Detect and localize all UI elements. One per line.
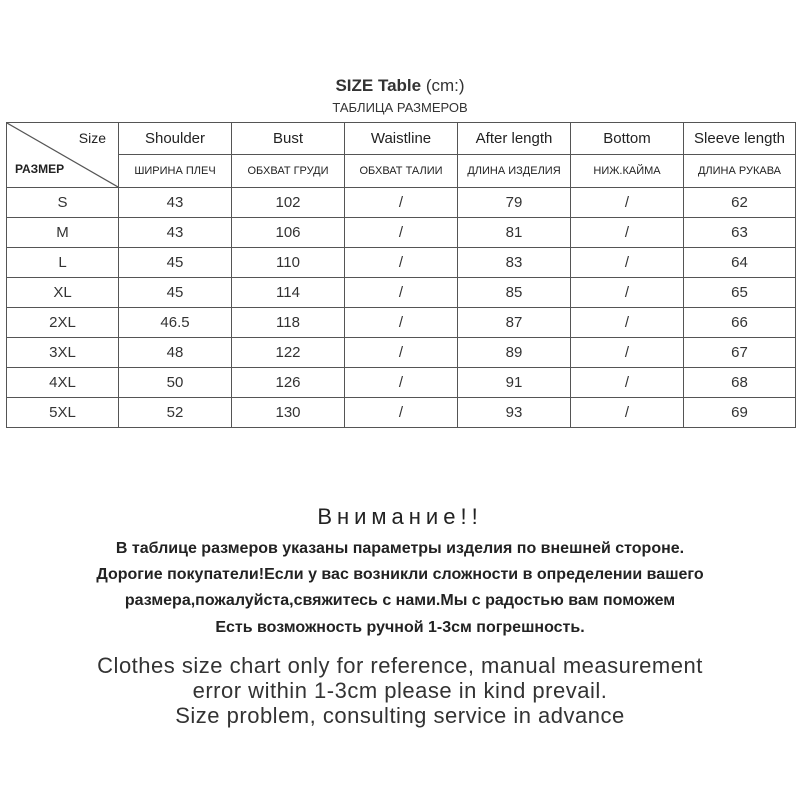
header-waistline: Waistline — [345, 123, 458, 155]
header-shoulder: Shoulder — [119, 123, 232, 155]
bust-cell: 110 — [232, 248, 345, 278]
waistline-cell: / — [345, 188, 458, 218]
notice-ru-line: размера,пожалуйста,свяжитесь с нами.Мы с радостью вам поможем — [124, 592, 676, 609]
notice-heading: Внимание!! — [317, 504, 483, 529]
table-row — [7, 368, 796, 398]
size-cell: S — [7, 188, 119, 218]
shoulder-cell: 48 — [119, 338, 232, 368]
corner-size-label-ru: РАЗМЕР — [15, 162, 65, 176]
bottom-cell: / — [571, 188, 684, 218]
waistline-cell: / — [345, 278, 458, 308]
table-row — [7, 248, 796, 278]
after-length-cell: 87 — [458, 308, 571, 338]
notice-ru-line: Есть возможность ручной 1-3см погрешность. — [215, 619, 585, 636]
notice-en-line: Clothes size chart only for reference, manual measurement — [97, 653, 703, 678]
bottom-cell: / — [571, 338, 684, 368]
notice-en-line: error within 1-3cm please in kind prevail. — [192, 678, 608, 703]
size-cell: 4XL — [7, 368, 119, 398]
bust-cell: 126 — [232, 368, 345, 398]
sleeve-length-cell: 69 — [684, 398, 796, 428]
header-ru-waistline: ОБХВАТ ТАЛИИ — [345, 155, 458, 188]
shoulder-cell: 50 — [119, 368, 232, 398]
table-row — [7, 308, 796, 338]
sleeve-length-cell: 62 — [684, 188, 796, 218]
waistline-cell: / — [345, 308, 458, 338]
waistline-cell: / — [345, 368, 458, 398]
after-length-cell: 83 — [458, 248, 571, 278]
bottom-cell: / — [571, 248, 684, 278]
bust-cell: 122 — [232, 338, 345, 368]
sleeve-length-cell: 64 — [684, 248, 796, 278]
waistline-cell: / — [345, 398, 458, 428]
bottom-cell: / — [571, 398, 684, 428]
bust-cell: 102 — [232, 188, 345, 218]
header-after-length: After length — [458, 123, 571, 155]
corner-size-label: Size — [78, 130, 106, 146]
table-title: SIZE Table (cm:) — [335, 76, 465, 95]
shoulder-cell: 43 — [119, 218, 232, 248]
header-bust: Bust — [232, 123, 345, 155]
size-cell: L — [7, 248, 119, 278]
size-cell: 3XL — [7, 338, 119, 368]
sleeve-length-cell: 63 — [684, 218, 796, 248]
after-length-cell: 85 — [458, 278, 571, 308]
bust-cell: 118 — [232, 308, 345, 338]
table-row — [7, 218, 796, 248]
waistline-cell: / — [345, 338, 458, 368]
header-bottom: Bottom — [571, 123, 684, 155]
sleeve-length-cell: 66 — [684, 308, 796, 338]
header-sleeve-length: Sleeve length — [684, 123, 796, 155]
sleeve-length-cell: 65 — [684, 278, 796, 308]
shoulder-cell: 45 — [119, 278, 232, 308]
table-subtitle: ТАБЛИЦА РАЗМЕРОВ — [332, 100, 468, 115]
notice-en-line: Size problem, consulting service in advance — [175, 703, 625, 728]
size-cell: M — [7, 218, 119, 248]
notice-ru-line: Дорогие покупатели!Если у вас возникли сложности в определении вашего — [96, 566, 704, 583]
bust-cell: 114 — [232, 278, 345, 308]
bottom-cell: / — [571, 278, 684, 308]
after-length-cell: 79 — [458, 188, 571, 218]
sleeve-length-cell: 67 — [684, 338, 796, 368]
shoulder-cell: 52 — [119, 398, 232, 428]
header-row-ru — [7, 155, 796, 188]
after-length-cell: 91 — [458, 368, 571, 398]
table-row — [7, 278, 796, 308]
size-cell: 2XL — [7, 308, 119, 338]
size-cell: XL — [7, 278, 119, 308]
header-row-en — [7, 123, 796, 155]
bottom-cell: / — [571, 308, 684, 338]
waistline-cell: / — [345, 218, 458, 248]
bust-cell: 106 — [232, 218, 345, 248]
table-row — [7, 188, 796, 218]
bottom-cell: / — [571, 218, 684, 248]
corner-cell — [7, 123, 119, 188]
notice-ru-line: В таблице размеров указаны параметры изделия по внешней стороне. — [115, 540, 685, 557]
shoulder-cell: 46.5 — [119, 308, 232, 338]
sleeve-length-cell: 68 — [684, 368, 796, 398]
header-ru-shoulder: ШИРИНА ПЛЕЧ — [119, 155, 232, 188]
after-length-cell: 89 — [458, 338, 571, 368]
shoulder-cell: 43 — [119, 188, 232, 218]
table-row — [7, 398, 796, 428]
header-ru-bust: ОБХВАТ ГРУДИ — [232, 155, 345, 188]
shoulder-cell: 45 — [119, 248, 232, 278]
bottom-cell: / — [571, 368, 684, 398]
waistline-cell: / — [345, 248, 458, 278]
header-ru-bottom: НИЖ.КАЙМА — [571, 155, 684, 188]
after-length-cell: 81 — [458, 218, 571, 248]
after-length-cell: 93 — [458, 398, 571, 428]
bust-cell: 130 — [232, 398, 345, 428]
table-row — [7, 338, 796, 368]
header-ru-after-length: ДЛИНА ИЗДЕЛИЯ — [458, 155, 571, 188]
size-cell: 5XL — [7, 398, 119, 428]
size-table — [6, 122, 796, 428]
header-ru-sleeve-length: ДЛИНА РУКАВА — [684, 155, 796, 188]
